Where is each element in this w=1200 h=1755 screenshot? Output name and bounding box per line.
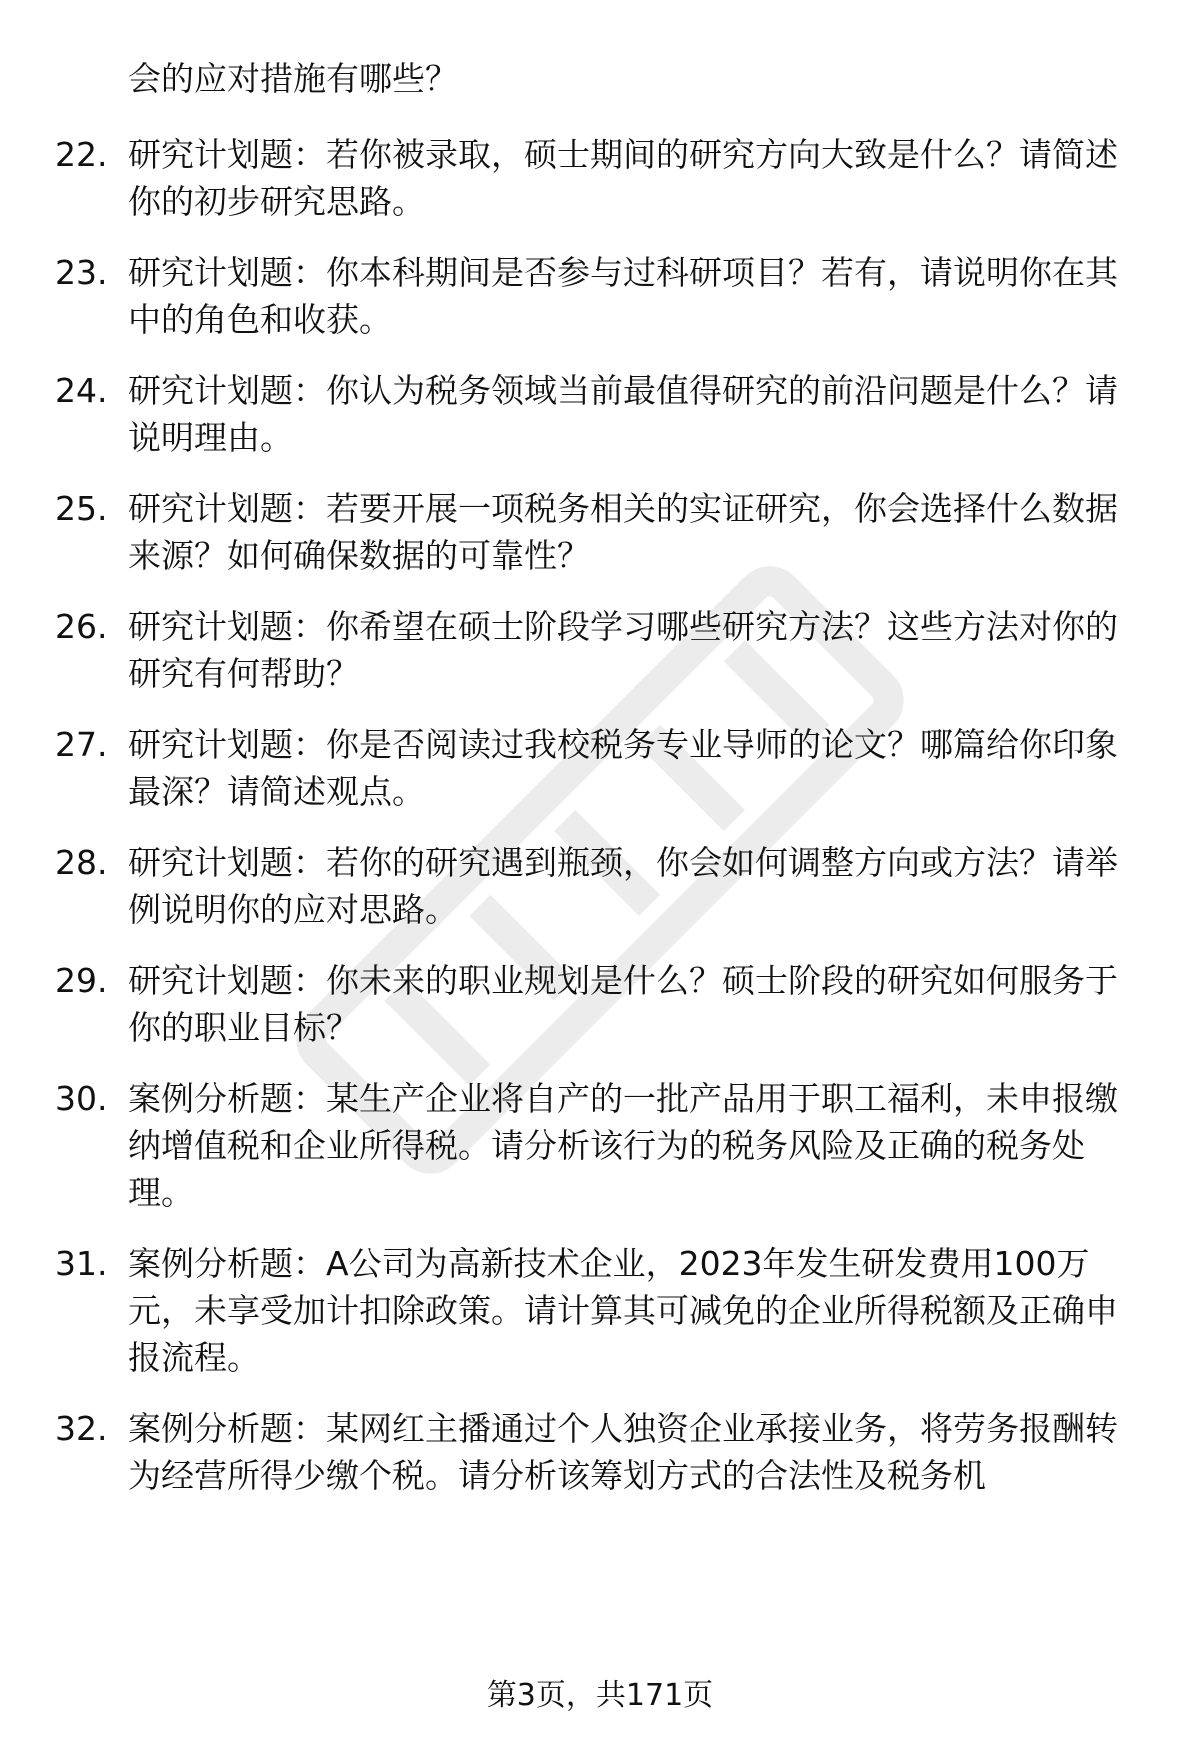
question-number: 23.	[55, 253, 108, 292]
question-text: 研究计划题：你是否阅读过我校税务专业导师的论文？哪篇给你印象最深？请简述观点。	[128, 725, 1118, 811]
question-text: 案例分析题：某生产企业将自产的一批产品用于职工福利，未申报缴纳增值税和企业所得税。请分析该行为的税务风险及正确的税务处理。	[128, 1079, 1118, 1212]
question-number: 27.	[55, 725, 108, 764]
question-text: 案例分析题：某网红主播通过个人独资企业承接业务，将劳务报酬转为经营所得少缴个税。请分析该筹划方式的合法性及税务机	[128, 1409, 1118, 1495]
question-number: 29.	[55, 961, 108, 1000]
question-number: 26.	[55, 607, 108, 646]
question-text: 研究计划题：若你被录取，硕士期间的研究方向大致是什么？请简述你的初步研究思路。	[128, 135, 1118, 221]
question-text: 研究计划题：你本科期间是否参与过科研项目？若有，请说明你在其中的角色和收获。	[128, 253, 1118, 339]
question-text: 案例分析题：A公司为高新技术企业，2023年发生研发费用100万元，未享受加计扣除政策。请计算其可减免的企业所得税额及正确申报流程。	[128, 1244, 1118, 1377]
question-text: 研究计划题：你希望在硕士阶段学习哪些研究方法？这些方法对你的研究有何帮助？	[128, 607, 1118, 693]
question-text: 研究计划题：若要开展一项税务相关的实证研究，你会选择什么数据来源？如何确保数据的可靠性？	[128, 489, 1118, 575]
question-number: 30.	[55, 1079, 108, 1118]
question-number: 28.	[55, 843, 108, 882]
question-number: 31.	[55, 1244, 108, 1283]
question-text: 研究计划题：你未来的职业规划是什么？硕士阶段的研究如何服务于你的职业目标？	[128, 961, 1118, 1047]
question-text: 研究计划题：你认为税务领域当前最值得研究的前沿问题是什么？请说明理由。	[128, 371, 1118, 457]
previous-question-continuation: 会的应对措施有哪些？	[128, 59, 458, 98]
question-number: 22.	[55, 135, 108, 174]
page-footer: 第3页，共171页	[486, 1678, 714, 1713]
question-number: 32.	[55, 1409, 108, 1448]
question-text: 研究计划题：若你的研究遇到瓶颈，你会如何调整方向或方法？请举例说明你的应对思路。	[128, 843, 1118, 929]
question-number: 25.	[55, 489, 108, 528]
question-number: 24.	[55, 371, 108, 410]
